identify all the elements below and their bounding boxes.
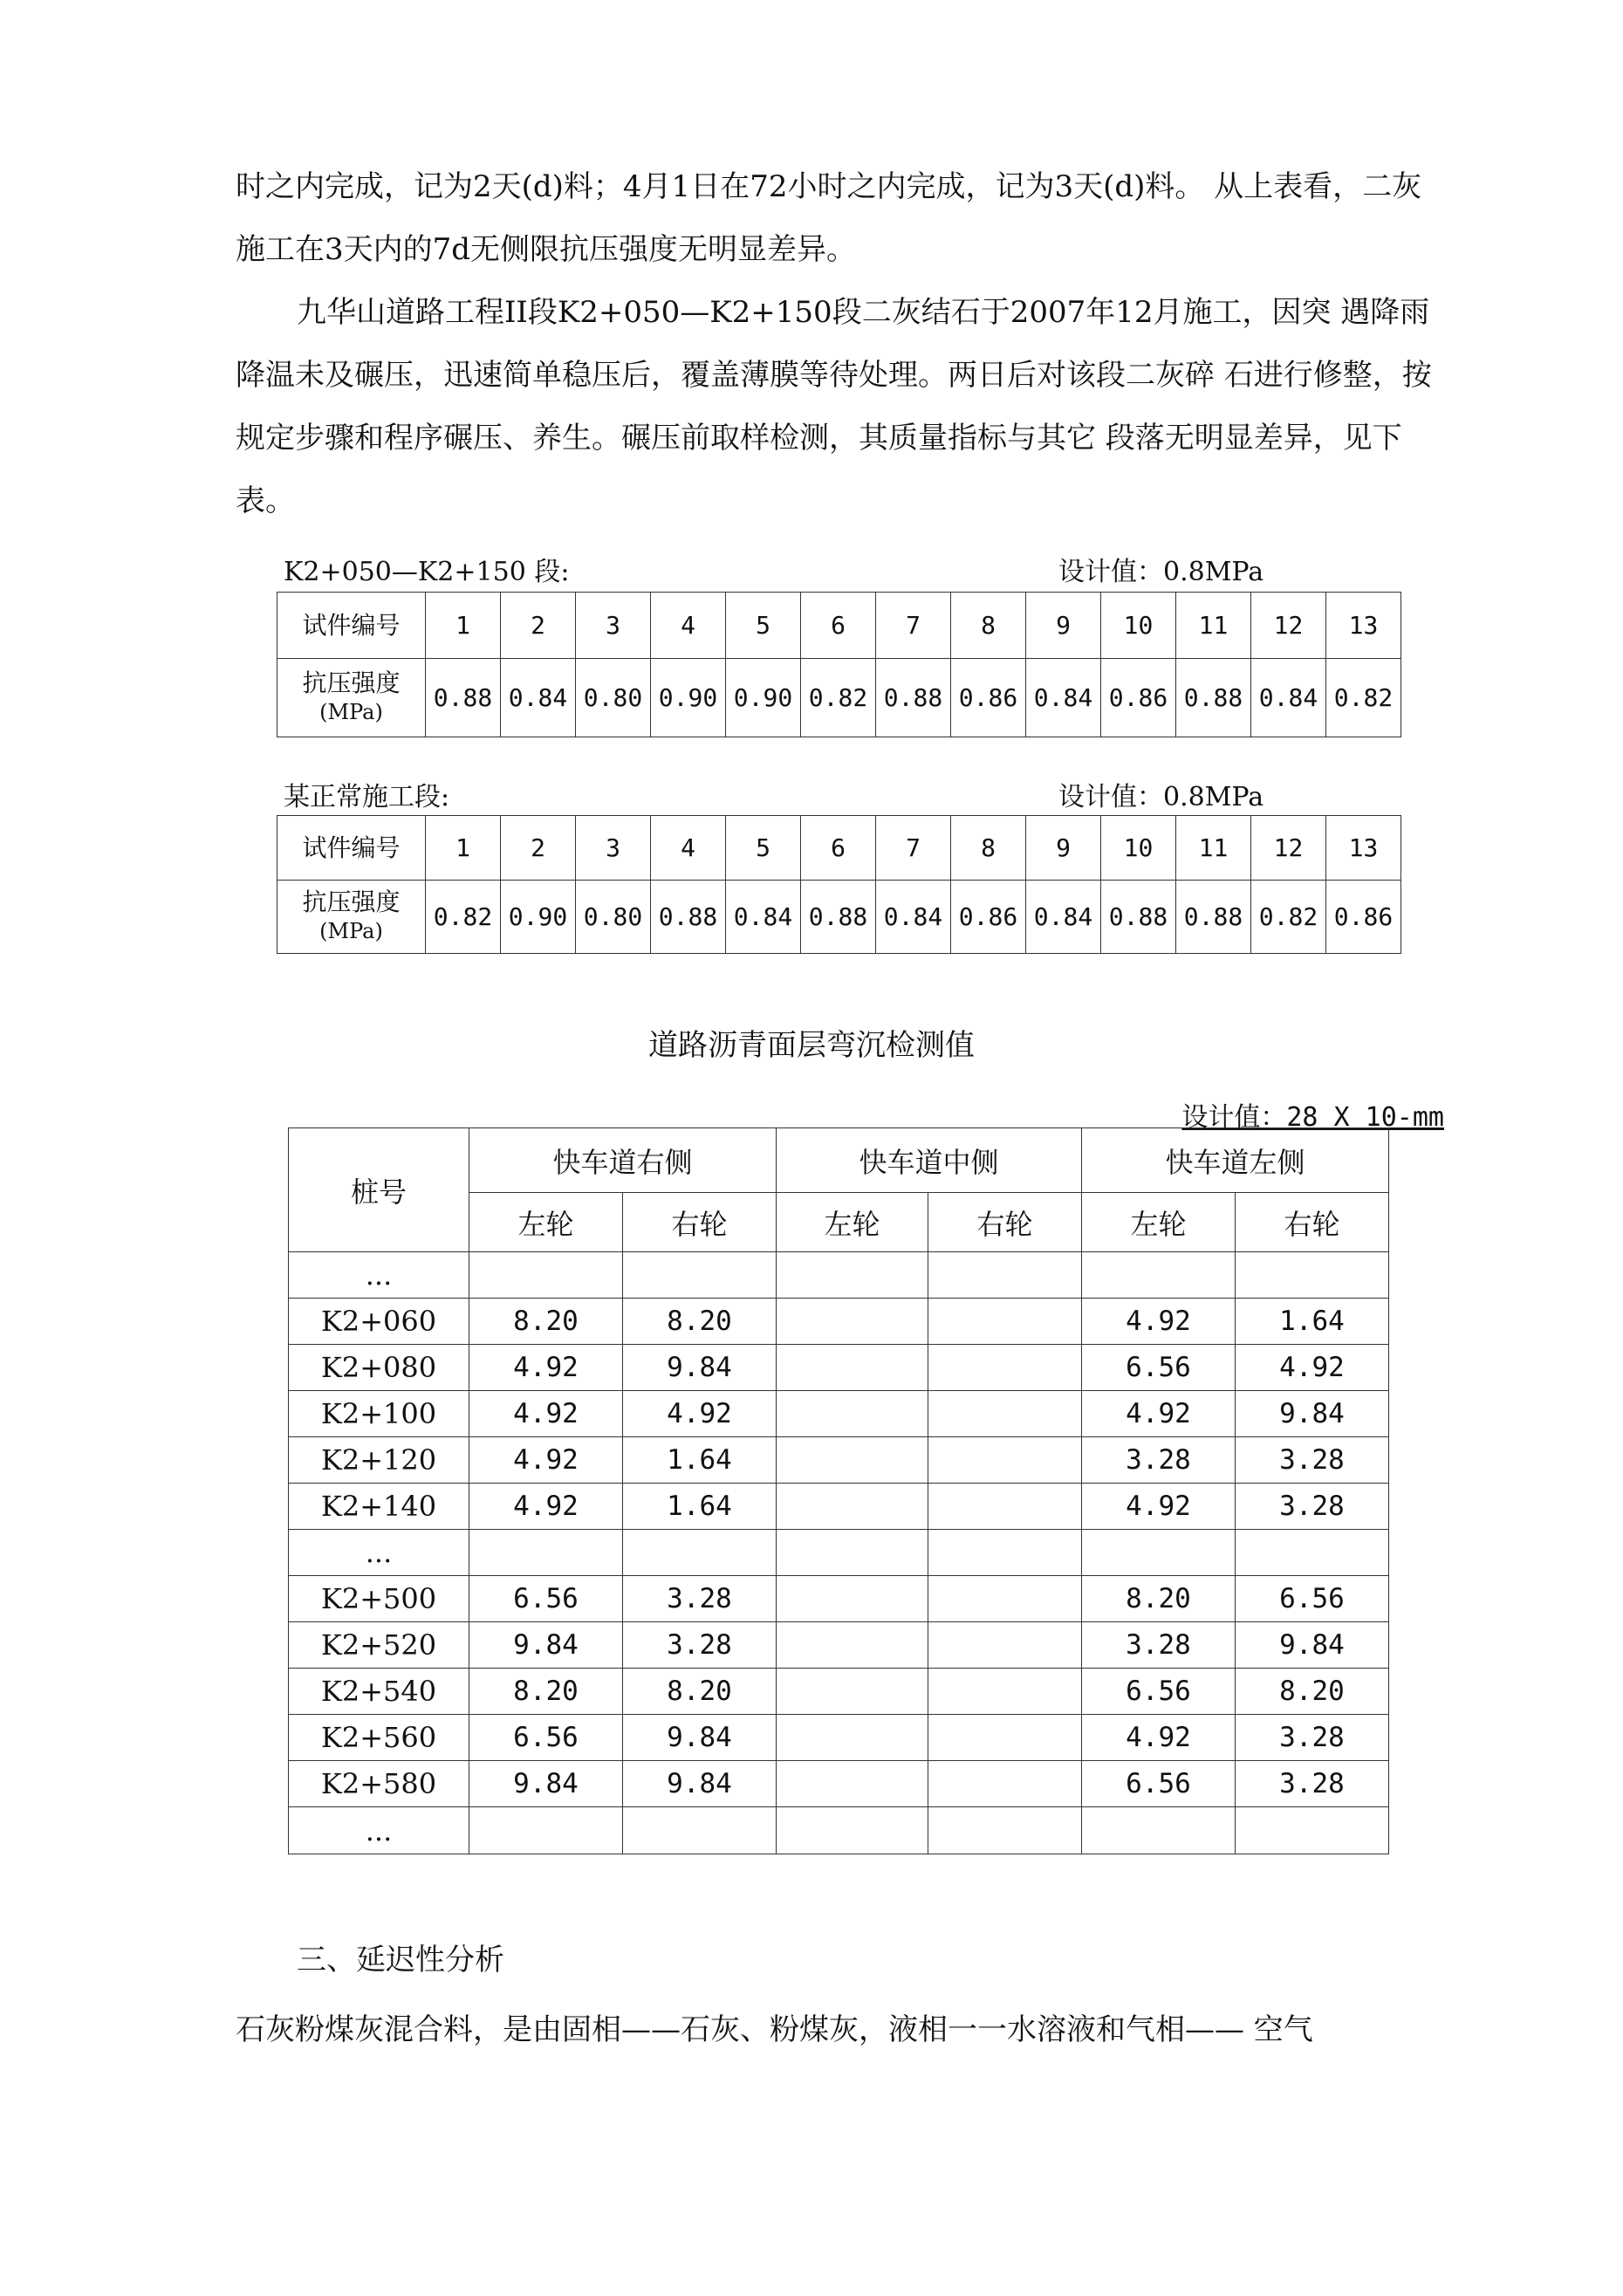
deflection-value-cell (1236, 1252, 1389, 1299)
deflection-value-cell: 4.92 (469, 1345, 623, 1391)
station-cell: ... (289, 1530, 469, 1576)
specimen-id-cell: 1 (426, 593, 501, 659)
deflection-value-cell (928, 1345, 1082, 1391)
table-row (289, 1484, 1389, 1530)
deflection-value-cell: 3.28 (1082, 1622, 1236, 1669)
station-cell: K2+140 (289, 1484, 469, 1530)
deflection-value-cell: 9.84 (623, 1345, 777, 1391)
station-cell: K2+120 (289, 1437, 469, 1484)
strength-value-cell: 0.88 (1101, 881, 1176, 954)
deflection-value-cell: 9.84 (1236, 1391, 1389, 1437)
header-wheel: 左轮 (469, 1193, 623, 1252)
deflection-value-cell (777, 1807, 928, 1854)
deflection-value-cell: 4.92 (469, 1437, 623, 1484)
strength-value-cell: 0.84 (726, 881, 801, 954)
deflection-value-cell (928, 1530, 1082, 1576)
specimen-id-cell: 2 (501, 816, 576, 881)
strength-value-cell: 0.88 (1176, 881, 1251, 954)
strength-value-cell: 0.84 (501, 659, 576, 737)
table-row (289, 1345, 1389, 1391)
strength-value-cell: 0.82 (1326, 659, 1401, 737)
header-group-right: 快车道右侧 (469, 1128, 777, 1193)
strength-table-1 (277, 592, 1401, 737)
deflection-value-cell (928, 1576, 1082, 1622)
deflection-value-cell: 8.20 (469, 1299, 623, 1345)
strength-value-cell: 0.84 (1026, 881, 1101, 954)
deflection-value-cell (777, 1437, 928, 1484)
deflection-value-cell: 4.92 (1236, 1345, 1389, 1391)
deflection-value-cell: 4.92 (1082, 1391, 1236, 1437)
deflection-value-cell (928, 1669, 1082, 1715)
deflection-value-cell (777, 1299, 928, 1345)
deflection-value-cell: 9.84 (1236, 1622, 1389, 1669)
deflection-table (288, 1127, 1389, 1854)
deflection-value-cell (928, 1484, 1082, 1530)
deflection-value-cell: 3.28 (1236, 1715, 1389, 1761)
deflection-value-cell: 9.84 (469, 1761, 623, 1807)
deflection-value-cell: 3.28 (1236, 1761, 1389, 1807)
station-cell: K2+560 (289, 1715, 469, 1761)
deflection-value-cell (928, 1252, 1082, 1299)
strength-value-cell: 0.82 (801, 659, 876, 737)
strength-value-cell: 0.84 (1251, 659, 1326, 737)
table-row (289, 1530, 1389, 1576)
deflection-value-cell: 8.20 (469, 1669, 623, 1715)
specimen-id-cell: 4 (651, 593, 726, 659)
deflection-table-title: 道路沥青面层弯沉检测值 (648, 1028, 975, 1063)
strength-value-cell: 0.88 (801, 881, 876, 954)
table-row (289, 1761, 1389, 1807)
station-cell: K2+060 (289, 1299, 469, 1345)
table-row (289, 1391, 1389, 1437)
specimen-id-cell: 9 (1026, 816, 1101, 881)
deflection-value-cell: 4.92 (1082, 1299, 1236, 1345)
deflection-value-cell (1236, 1807, 1389, 1854)
specimen-id-cell: 11 (1176, 593, 1251, 659)
station-cell: K2+540 (289, 1669, 469, 1715)
specimen-id-cell: 3 (576, 593, 651, 659)
paragraph-3: 石灰粉煤灰混合料，是由固相——石灰、粉煤灰，液相一一水溶液和气相—— 空气 (236, 2012, 1313, 2047)
deflection-value-cell (777, 1530, 928, 1576)
deflection-value-cell (469, 1252, 623, 1299)
deflection-value-cell: 4.92 (1082, 1484, 1236, 1530)
deflection-design-value: 设计值：28 X 10-mm (1181, 1102, 1444, 1133)
deflection-value-cell: 4.92 (469, 1391, 623, 1437)
table-row (289, 1252, 1389, 1299)
strength-value-cell: 0.82 (1251, 881, 1326, 954)
table-row (289, 1299, 1389, 1345)
deflection-value-cell: 3.28 (1236, 1484, 1389, 1530)
specimen-id-cell: 13 (1326, 593, 1401, 659)
strength-value-cell: 0.84 (1026, 659, 1101, 737)
deflection-value-cell (777, 1391, 928, 1437)
strength-value-cell: 0.86 (1326, 881, 1401, 954)
deflection-value-cell: 8.20 (623, 1299, 777, 1345)
row-label-strength: 抗压强度 (MPa) (277, 881, 426, 954)
strength-table-2 (277, 815, 1401, 954)
deflection-value-cell: 8.20 (1082, 1576, 1236, 1622)
deflection-value-cell (928, 1715, 1082, 1761)
strength-value-cell: 0.80 (576, 659, 651, 737)
header-wheel: 右轮 (1236, 1193, 1389, 1252)
deflection-value-cell: 1.64 (1236, 1299, 1389, 1345)
header-wheel: 左轮 (1082, 1193, 1236, 1252)
specimen-id-cell: 13 (1326, 816, 1401, 881)
deflection-value-cell: 4.92 (1082, 1715, 1236, 1761)
deflection-value-cell: 3.28 (1082, 1437, 1236, 1484)
deflection-value-cell (928, 1391, 1082, 1437)
deflection-value-cell (777, 1761, 928, 1807)
station-cell: K2+080 (289, 1345, 469, 1391)
strength-value-cell: 0.84 (876, 881, 951, 954)
specimen-id-cell: 5 (726, 593, 801, 659)
strength-value-cell: 0.90 (726, 659, 801, 737)
table-row (289, 1715, 1389, 1761)
deflection-value-cell: 1.64 (623, 1437, 777, 1484)
deflection-value-cell: 3.28 (623, 1622, 777, 1669)
deflection-value-cell (928, 1299, 1082, 1345)
strength-value-cell: 0.88 (651, 881, 726, 954)
deflection-value-cell (777, 1669, 928, 1715)
specimen-id-cell: 6 (801, 816, 876, 881)
header-wheel: 左轮 (777, 1193, 928, 1252)
table2-caption: 某正常施工段: (284, 782, 450, 812)
deflection-value-cell (1082, 1252, 1236, 1299)
specimen-id-cell: 2 (501, 593, 576, 659)
deflection-value-cell (469, 1807, 623, 1854)
deflection-value-cell (623, 1252, 777, 1299)
deflection-value-cell (928, 1437, 1082, 1484)
specimen-id-cell: 7 (876, 816, 951, 881)
deflection-value-cell (1236, 1530, 1389, 1576)
deflection-value-cell: 8.20 (623, 1669, 777, 1715)
station-cell: K2+580 (289, 1761, 469, 1807)
strength-value-cell: 0.82 (426, 881, 501, 954)
header-group-middle: 快车道中侧 (777, 1128, 1082, 1193)
deflection-value-cell (928, 1807, 1082, 1854)
specimen-id-cell: 10 (1101, 816, 1176, 881)
strength-value-cell: 0.88 (426, 659, 501, 737)
specimen-id-cell: 4 (651, 816, 726, 881)
specimen-id-cell: 7 (876, 593, 951, 659)
station-cell: K2+100 (289, 1391, 469, 1437)
station-cell: K2+520 (289, 1622, 469, 1669)
deflection-value-cell (623, 1807, 777, 1854)
deflection-value-cell (777, 1345, 928, 1391)
row-label-specimen-id: 试件编号 (277, 816, 426, 881)
table1-design-value: 设计值：0.8MPa (1058, 557, 1264, 587)
deflection-value-cell: 3.28 (623, 1576, 777, 1622)
specimen-id-cell: 11 (1176, 816, 1251, 881)
specimen-id-cell: 3 (576, 816, 651, 881)
strength-value-cell: 0.90 (501, 881, 576, 954)
deflection-value-cell: 6.56 (469, 1715, 623, 1761)
strength-value-cell: 0.86 (1101, 659, 1176, 737)
station-cell: ... (289, 1807, 469, 1854)
table-row (289, 1576, 1389, 1622)
station-cell: K2+500 (289, 1576, 469, 1622)
deflection-value-cell (623, 1530, 777, 1576)
deflection-value-cell: 6.56 (1236, 1576, 1389, 1622)
specimen-id-cell: 8 (951, 816, 1026, 881)
header-wheel: 右轮 (928, 1193, 1082, 1252)
specimen-id-cell: 8 (951, 593, 1026, 659)
specimen-id-cell: 6 (801, 593, 876, 659)
specimen-id-cell: 5 (726, 816, 801, 881)
specimen-id-cell: 10 (1101, 593, 1176, 659)
paragraph-2: 九华山道路工程II段K2+050—K2+150段二灰结石于2007年12月施工，因突 遇降雨降温未及碾压，迅速简单稳压后，覆盖薄膜等待处理。两日后对该段二灰碎 石进行修整，按规定步骤和程序碾压、养生。碾压前取样检测，其质量指标与其它 段落无明显差异，见下表。 (236, 295, 1432, 518)
deflection-value-cell (777, 1622, 928, 1669)
strength-value-cell: 0.86 (951, 881, 1026, 954)
deflection-value-cell: 4.92 (469, 1484, 623, 1530)
paragraph-1: 时之内完成，记为2天(d)料；4月1日在72小时之内完成，记为3天(d)料。 从上表看，二灰施工在3天内的7d无侧限抗压强度无明显差异。 (236, 169, 1422, 267)
strength-value-cell: 0.80 (576, 881, 651, 954)
deflection-value-cell (777, 1252, 928, 1299)
deflection-value-cell (777, 1576, 928, 1622)
header-station: 桩号 (289, 1128, 469, 1252)
deflection-value-cell (928, 1622, 1082, 1669)
deflection-value-cell: 6.56 (1082, 1345, 1236, 1391)
strength-value-cell: 0.86 (951, 659, 1026, 737)
strength-value-cell: 0.88 (876, 659, 951, 737)
section-heading: 三、延迟性分析 (297, 1943, 504, 1977)
specimen-id-cell: 12 (1251, 593, 1326, 659)
deflection-value-cell (469, 1530, 623, 1576)
deflection-value-cell: 4.92 (623, 1391, 777, 1437)
deflection-value-cell: 3.28 (1236, 1437, 1389, 1484)
strength-value-cell: 0.88 (1176, 659, 1251, 737)
deflection-value-cell (777, 1715, 928, 1761)
table2-design-value: 设计值：0.8MPa (1058, 782, 1264, 812)
specimen-id-cell: 9 (1026, 593, 1101, 659)
table-row (289, 1669, 1389, 1715)
table1-caption: K2+050—K2+150 段: (284, 557, 570, 587)
row-label-specimen-id: 试件编号 (277, 593, 426, 659)
header-wheel: 右轮 (623, 1193, 777, 1252)
row-label-strength: 抗压强度 (MPa) (277, 659, 426, 737)
strength-value-cell: 0.90 (651, 659, 726, 737)
specimen-id-cell: 12 (1251, 816, 1326, 881)
table-row (289, 1622, 1389, 1669)
deflection-value-cell: 6.56 (1082, 1669, 1236, 1715)
deflection-value-cell: 1.64 (623, 1484, 777, 1530)
header-group-left: 快车道左侧 (1082, 1128, 1389, 1193)
deflection-value-cell: 6.56 (1082, 1761, 1236, 1807)
deflection-value-cell: 8.20 (1236, 1669, 1389, 1715)
deflection-value-cell: 9.84 (469, 1622, 623, 1669)
deflection-value-cell (1082, 1807, 1236, 1854)
specimen-id-cell: 1 (426, 816, 501, 881)
deflection-value-cell (777, 1484, 928, 1530)
deflection-value-cell: 6.56 (469, 1576, 623, 1622)
station-cell: ... (289, 1252, 469, 1299)
deflection-value-cell: 9.84 (623, 1761, 777, 1807)
deflection-value-cell (928, 1761, 1082, 1807)
table-row (289, 1807, 1389, 1854)
deflection-value-cell: 9.84 (623, 1715, 777, 1761)
table-row (289, 1437, 1389, 1484)
deflection-value-cell (1082, 1530, 1236, 1576)
